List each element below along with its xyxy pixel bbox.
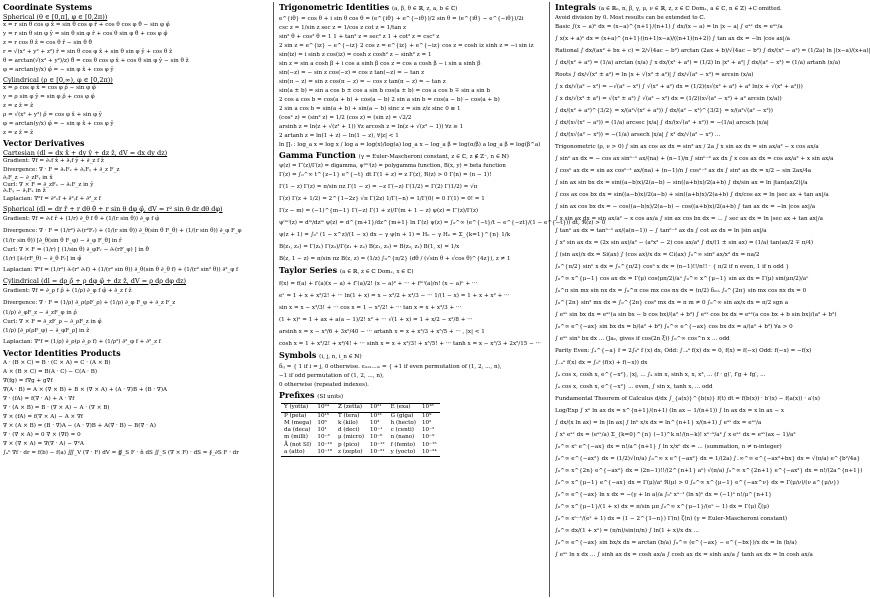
prefix-value: 10⁻¹⁸: [314, 449, 335, 457]
section-title-gamma: [279, 151, 544, 162]
formula-line: 2 artanh z = ln(1 + z) − ln(1 − z), ∀|z| < 1: [279, 133, 399, 139]
formula-line: ∂ₓFᵧ − ∂ᵧFₓ in ẑ: [3, 188, 46, 195]
prefix-value: 10¹⁵: [317, 412, 330, 419]
gamma-intro: ψ(z) = Γ′(z)/Γ(z) = digamma, ψ⁽ᵐ⁾(z) = polygamma function, B(x, y) = beta function: [279, 163, 506, 169]
formula-line: ∫ eᵃˣ ln x dx ... ∫ sinh ax dx = cosh ax/a ∫ cosh ax dx = sinh ax/a ∫ tanh ax dx = ln cosh ax/a: [555, 552, 813, 559]
spherical-derivative-formulas: [3, 213, 268, 276]
formula-line: ∫ cos ax cos bx dx = sin((a−b)x)/2(a−b) + sin((a+b)x)/2(a+b) ∫ dx/cos ax = ln |sec ax + tan ax|/a: [555, 192, 829, 199]
formula-line: ∫₀^∞ x^{μ−1} e^{−ax} dx = Γ(μ)/aᵘ ℜ(μ) > 0 ∫₀^∞ x^{μ−1} e^{−ax^ν} dx = Γ(μ/ν)/(ν a^{μ/ν}): [555, 480, 839, 487]
trig-formulas: [279, 15, 544, 150]
prefix-name: T (tera): [337, 412, 360, 419]
subsection-cylindrical-derivatives: Cylindrical (dl = dρ ρ̂ + ρ dφ φ̂ + dz ẑ, dV = ρ dρ dφ dz): [3, 276, 187, 285]
formula-line: δᵢⱼ = { 1 if i = j, 0 otherwise. εᵢ₁ᵢ₂...ᵢₙ = { +1 if even permutation of (1, 2, ..., n),: [279, 364, 502, 371]
prefix-row: [281, 442, 440, 449]
gamma-title-text: Gamma Function: [279, 150, 356, 160]
prefix-value: 10¹: [317, 427, 327, 434]
formula-line: r = √(x² + y² + z²) r̂ = sin θ cos φ x̂ + sin θ sin φ ŷ + cos θ ẑ: [3, 49, 173, 55]
formula-line: φ = arctan(y/x) φ̂ = − sin φ x̂ + cos φ ŷ: [3, 121, 114, 127]
prefix-name: d (deci): [337, 427, 360, 434]
formula-line: f(x) = f(a) + f′(a)(x − a) + f″(a)/2! (x − a)² + ··· + f⁽ⁿ⁾(a)/n! (x − a)ⁿ + ···: [279, 281, 478, 288]
formula-line: ∫ x² sin ax dx = (2x sin ax)/a² − (a²x² − 2) cos ax/a³ ∫ dx/(1 ± sin ax) = (1/a) tan(ax/2 ∓ π/4): [555, 240, 814, 247]
formula-line: A × (B × C) = B(A · C) − C(A · B): [3, 368, 98, 375]
column-divider: [273, 2, 274, 597]
formula-line: (1 + x)ᵃ = 1 + ax + a(a − 1)/2! x² + ··· √(1 + x) = 1 + x/2 − x²/8 + ···: [279, 317, 473, 324]
integral-formulas: [555, 21, 870, 561]
formula-line: z = r cos θ ẑ = cos θ r̂ − sin θ θ̂: [3, 40, 92, 46]
subsection-spherical: Spherical (θ ∈ [0,π], φ ∈ [0,2π)): [3, 13, 108, 21]
vector-identity-formulas: [3, 359, 268, 458]
formula-line: ∫ x sin ax dx = sin ax/a² − x cos ax/a ∫ sin ax cos bx dx = ... ∫ sec ax dx = ln |sec ax + tan ax|/a: [555, 216, 823, 223]
formula-line: sin(a ± b) = sin a cos b ± cos a sin b cos(a ± b) = cos a cos b ∓ sin a sin b: [279, 88, 490, 94]
formula-line: Γ(z) = ∫₀^∞ t^{z−1} e^{−t} dt Γ(1 + z) = z Γ(z), ℜ(z) > 0 Γ(n) = (n − 1)!: [279, 172, 492, 179]
formula-line: ∫₀^{π/2} sinⁿ x dx = ∫₀^{π/2} cosⁿ x dx = (n−1)!!/n!! · { π/2 if n even, 1 if n odd }: [555, 264, 790, 271]
formula-line: ∇ · (fA) = f(∇ · A) + A · ∇f: [3, 395, 75, 402]
prefix-value: 10⁻¹⁰: [317, 441, 332, 448]
section-title-vector-derivatives: Vector Derivatives: [3, 138, 85, 148]
prefix-value: 10⁻¹: [370, 427, 383, 434]
prefix-value: 10⁶: [317, 419, 327, 426]
formula-line: y = r sin θ sin φ ŷ = sin θ sin φ r̂ + cos θ sin φ θ̂ + cos φ φ̂: [3, 31, 168, 37]
formula-line: arsinh z = ln(z + √(z² + 1)) ∀z arcosh z = ln(z + √(z² − 1)) ∀z ≥ 1: [279, 124, 464, 130]
formula-line: B(z₁, z₂) = Γ(z₁) Γ(z₂)/Γ(z₁ + z₂) B(z₁, z₂) = B(z₂, z₁) B(1, x) = 1/x: [279, 244, 460, 251]
formula-line: θ = arctan(√(x² + y²)/z) θ̂ = cos θ cos φ x̂ + cos θ sin φ ŷ − sin θ ẑ: [3, 58, 189, 64]
subsection-cartesian: Cartesian (dl = dx x̂ + dy ŷ + dz ẑ, dV = dx dy dz): [3, 149, 168, 157]
formula-line: ∫ dx/(x√(a² − x²)) = −(1/a) arsech |x/a| ∫ x² dx/√(a² − x²) ...: [555, 132, 721, 139]
formula-line: ∫ eᵃˣ sin bx dx = eᵃˣ(a sin bx − b cos bx)/(a² + b²) ∫ eᵃˣ cos bx dx = eᵃˣ(a cos bx + b sin bx)/(a² + b²): [555, 312, 837, 319]
formula-line: sin² θ + cos² θ = 1 1 + tan² z = sec² z 1 + cot² z = csc² z: [279, 34, 440, 40]
formula-line: Curl: ∇ × F = ∂_zF_ρ − ∂_ρF_z in φ̂: [3, 318, 102, 325]
prefix-name: Å (not SI): [284, 441, 312, 448]
formula-line: ∫ x dx/√(a² − x²) = −√(a² − x²) ∫ √(x² + a²) dx = (1/2)(x√(x² + a²) + a² ln(x + √(x² + a²))): [555, 84, 803, 91]
formula-line: ∫₀^∞ x^{2n} e^{−ax²} dx = (2n−1)!!/(2^{n+1} aⁿ) √(π/a) ∫₀^∞ x^{2n+1} e^{−ax²} dx = n!/(2a^{n+1}): [555, 468, 863, 475]
prefix-note: (SI units): [317, 394, 344, 401]
prefix-name: m (milli): [284, 434, 308, 441]
formula-line: (1/(r sin θ)) [∂_θ(sin θ F_φ) − ∂_φ F_θ] in r̂: [3, 237, 122, 244]
taylor-formulas: [279, 278, 544, 350]
formula-line: cosh x = 1 + x²/2! + x⁴/4! + ··· sinh x = x + x³/3! + x⁵/5! + ··· tanh x = x − x³/3 + 2x⁵/15 − ···: [279, 341, 541, 348]
formula-line: Fundamental Theorem of Calculus d/dx ∫_{a(x)}^{b(x)} f(t) dt = f(b(x)) · b′(x) − f(a(x)) · a′(x): [555, 396, 820, 403]
formula-line: ∫₀^∞ e^{−ax} sin bx/x dx = arctan (b/a) ∫₀^∞ (e^{−ax} − e^{−bx})/x dx = ln (b/a): [555, 540, 797, 547]
formula-line: e^{iθ} = cos θ + i sin θ cos θ = (e^{iθ} + e^{−iθ})/2 sin θ = (e^{iθ} − e^{−iθ})/2i: [279, 16, 524, 22]
formula-line: ψ⁽ᵐ⁾(z) = dᵐ/dzᵐ ψ(z) = d^{m+1}/dz^{m+1} ln Γ(z) ψ(z) = ∫₀^∞ (e^{−t}/t − e^{−zt}/(1 − e^{−t})) dt, ℜ(z) > 0: [279, 220, 606, 227]
formula-line: Laplacian: ∇²f = ∂²ₓf + ∂²ᵧf + ∂²_z f: [3, 195, 101, 202]
taylor-note: (a ∈ ℝ, z ∈ ℂ Domₓ, x ∈ ℂ): [339, 269, 414, 276]
formula-line: ∫ₐ cos x, cosh x, e^{−x²}, |x|, ... ∫ₐ sin x, sinh x, x, x³, ... (f · g)′, f′g + fg′, ...: [555, 372, 766, 379]
formula-line: ∫ tanⁿ ax dx = tanⁿ⁻¹ ax/(a(n−1)) − ∫ tanⁿ⁻² ax dx ∫ cot ax dx = ln |sin ax|/a: [555, 228, 767, 235]
formula-line: ∫ x dx/√(x² ± a²) = √(x² ± a²) ∫ √(a² − x²) dx = (1/2)(x√(a² − x²) + a² arcsin (x/a)): [555, 96, 782, 103]
formula-line: Divergence: ∇ · F = ∂ₓFₓ + ∂ᵧFᵧ + ∂_z F_z: [3, 167, 120, 173]
prefix-name: n (nano): [390, 434, 415, 441]
prefix-name: Y (yotta): [281, 404, 314, 412]
formula-line: ∫ (sin ax)/x dx = Si(ax) ∫ (cos ax)/x dx = Ci(ax) ∫₀^∞ sin² ax/x² dx = πa/2: [555, 252, 760, 259]
section-title-integrals: [555, 3, 845, 14]
formula-line: Log/Exp ∫ xⁿ ln ax dx = x^{n+1}/(n+1) (ln ax − 1/(n+1)) ∫ ln ax dx = x ln ax − x: [555, 408, 785, 415]
taylor-title-text: Taylor Series: [279, 265, 338, 276]
formula-line: ∫ dx/(x ln ax) = ln |ln ax| ∫ lnⁿ x/x dx = ln^{n+1} x/(n+1) ∫ eᵃˣ dx = eᵃˣ/a: [555, 420, 762, 427]
formula-line: Rational ∫ dx/(ax² + bx + c) = 2/√(4ac − b²) arctan (2ax + b)/√(4ac − b²) ∫ dx/(x² − a²) = (1/2a) ln |(x−a)/(x+a)|: [555, 48, 870, 55]
formula-line: ∫ xⁿ eᵃˣ dx = (eᵃˣ/a) Σ_{k=0}^{n} (−1)^k n!/(n−k)! xⁿ⁻ᵏ/aᵏ ∫ x eᵃˣ dx = eᵃˣ(ax − 1)/a²: [555, 432, 796, 439]
prefix-name: Z (zetta): [335, 404, 367, 412]
gamma-formulas: [279, 169, 606, 265]
subsection-spherical-derivatives: Spherical (dl = dr r̂ + r dθ θ̂ + r sin θ dφ φ̂, dV = r² sin θ dr dθ dφ): [3, 204, 223, 213]
formula-line: ∇(A · B) = A × (∇ × B) + B × (∇ × A) + (A · ∇)B + (B · ∇)A: [3, 386, 168, 393]
prefix-value: 10⁻¹⁵: [422, 441, 437, 448]
cylindrical-formulas: [3, 84, 268, 138]
section-title-prefixes: [279, 391, 544, 402]
formula-line: z = z ẑ = ẑ: [3, 130, 34, 136]
prefix-name: z (zepto): [335, 449, 367, 457]
formula-line: ∂ᵧF_z − ∂_zFᵧ in x̂: [3, 175, 53, 181]
cylindrical-derivative-formulas: [3, 285, 268, 348]
formula-line: ∇ × (A × B) = (B · ∇)A − (A · ∇)B + A(∇ · B) − B(∇ · A): [3, 422, 156, 429]
formula-line: ∫₀^∞ e^{−ax} sin bx dx = b/(a² + b²) ∫₀^∞ e^{−ax} cos bx dx = a/(a² + b²) ∀a > 0: [555, 324, 793, 331]
prefix-value: 10¹²: [370, 412, 382, 419]
cartesian-formulas: [3, 157, 268, 204]
formula-line: Gradient: ∇f = ∂ᵣf r̂ + (1/r) ∂_θ f θ̂ + (1/(r sin θ)) ∂_φ f φ̂: [3, 215, 160, 222]
column-integrals: [552, 0, 870, 599]
formula-line: −1 if odd permutation of (1, 2, ..., n),: [279, 373, 384, 380]
prefix-title-text: Prefixes: [279, 390, 315, 401]
prefix-row: [281, 404, 440, 412]
prefix-value: 10²⁴: [314, 404, 335, 412]
prefix-value: 10⁻⁹: [422, 434, 435, 441]
formula-line: Γ(z − m) = (−1)^{m−1} Γ(−z) Γ(1 + z)/Γ(m + 1 − z) ψ(z) = Γ′(z)/Γ(z): [279, 208, 479, 215]
formula-line: sin x = x − x³/3! + ··· cos x = 1 − x²/2! + ··· tan x = x + x³/3 + ···: [279, 305, 462, 312]
prefix-value: 10⁹: [422, 412, 432, 419]
prefix-name: h (hecto): [390, 419, 416, 426]
formula-line: ∫₋ₐᵃ f(x) dx = ∫₀ᵃ (f(x) + f(−x)) dx: [555, 360, 648, 367]
spherical-formulas: [3, 21, 268, 75]
prefix-name: μ (micro): [337, 434, 365, 441]
formula-line: sin z = sin a cosh β + i cos a sinh β cos z = cos a cosh β − i sin a sinh β: [279, 61, 481, 67]
formula-line: Laplacian: ∇²f = (1/ρ) ∂_ρ(ρ ∂_ρ f) + (1/ρ²) ∂²_φ f + ∂²_z f: [3, 338, 161, 345]
formula-line: ∫ₐ cos x, cosh x, e^{−x²} ... even, ∫ sin x, tanh x, ... odd: [555, 384, 713, 391]
prefix-name: k (kilo): [337, 419, 358, 426]
formula-line: Trigonometric (ρ, ν > 0) ∫ sin ax cos ax dx = sin² ax / 2a ∫ x sin ax dx = sin ax/a² − x cos ax/a: [555, 144, 819, 151]
prefix-value: 10⁻²⁴: [419, 449, 440, 457]
formula-line: Roots ∫ dx/√(x² ± a²) = ln |x + √(x² ± a²)| ∫ dx/√(a² − x²) = arcsin (x/a): [555, 72, 754, 79]
formula-line: ∫ dx/(x√(x² − a²)) = (1/a) arcsec |x/a| ∫ dx/(x√(a² + x²)) = −(1/a) arcsch |x/a|: [555, 120, 769, 127]
formula-line: sin(iz) = i sinh z cos(iz) = cosh z cosh² z − sinh² z = 1: [279, 52, 432, 58]
formula-line: sin(π − z) = sin z cos(π − z) = − cos z tan(π − z) = − tan z: [279, 79, 446, 85]
formula-line: ∫₀^π sin mx sin nx dx = ∫₀^π cos mx cos nx dx = (π/2) δₘₙ ∫₀^{2π} sin mx cos nx dx = 0: [555, 288, 807, 295]
formula-line: x = r sin θ cos φ x̂ = sin θ cos φ r̂ + cos θ cos φ θ̂ − sin φ φ̂: [3, 22, 170, 28]
symbols-title-text: Symbols: [279, 350, 317, 361]
formula-line: x = ρ cos φ x̂ = cos φ ρ̂ − sin φ φ̂: [3, 85, 96, 91]
formula-line: A · (B × C) = B · (C × A) = C · (A × B): [3, 359, 111, 366]
formula-line: ∇ · (A × B) = B · (∇ × A) − A · (∇ × B): [3, 404, 110, 411]
formula-line: ∫ dx/(x² + a²)^{3/2} = x/(a²√(x² + a²)) ∫ dx/(a² − x²)^{3/2} = x/(a²√(a² − x²)): [555, 108, 773, 115]
prefix-value: 10¹⁸: [419, 404, 440, 412]
formula-line: (1/ρ) [∂_ρ(ρF_φ) − ∂_φF_ρ] in ẑ: [3, 327, 90, 334]
formula-line: ∫₀^{2π} sin² mx dx = ∫₀^{2π} cos² mx dx = π m ≠ 0 ∫₀^∞ sin ax/x dx = π/2 sgn a: [555, 300, 789, 307]
prefix-name: f (femto): [390, 441, 416, 448]
formula-line: Γ(z) Γ(z + 1/2) = 2^{1−2z} √π Γ(2z) 1/Γ(−n) = 1/Γ(0) = 0 Γ(1) = 0! = 1: [279, 196, 485, 203]
prefix-name: c (centi): [390, 427, 414, 434]
prefix-value: 10⁻²: [422, 427, 435, 434]
prefix-name: p (pico): [337, 441, 360, 448]
prefix-row: [281, 449, 440, 457]
prefix-value: 10²¹: [367, 404, 388, 412]
formula-line: ∫₀^∞ dx/(1 + xⁿ) = (π/n)/sin(π/n) ∫ ln(1 + x)/x dx ...: [555, 528, 699, 535]
prefix-row: [281, 412, 440, 420]
formula-line: ∇ × (fA) = f(∇ × A) − A × ∇f: [3, 413, 83, 420]
formula-line: Laplacian: ∇²f = (1/r²) ∂ᵣ(r² ∂ᵣf) + (1/(r² sin θ)) ∂_θ(sin θ ∂_θ f) + (1/(r² sin² θ)) ∂²_φ f: [3, 266, 239, 273]
section-title-vector-identities: Vector Identities Products: [3, 347, 121, 358]
formula-line: ψ(z + 1) = ∫₀¹ (1 − x^z)/(1 − x) dx − γ ψ(n + 1) = Hₙ − γ Hₙ = Σ_{k=1}^{n} 1/k: [279, 232, 511, 239]
formula-line: Gradient: ∇f = ∂ₓf x̂ + ∂ᵧf ŷ + ∂_z f ẑ: [3, 158, 104, 164]
section-title-symbols: [279, 351, 544, 362]
formula-line: ∇(fg) = f∇g + g∇f: [3, 377, 53, 384]
formula-line: eˣ = 1 + x + x²/2! + ··· ln(1 + x) = x − x²/2 + x³/3 − ··· 1/(1 − x) = 1 + x + x² + ···: [279, 293, 510, 300]
formula-line: ln ∏ᵢ : log_a x = log x / log a = log(x)/log(a) log_a x − log_a β = log(α/β) a log_a β = log(β^a): [279, 142, 541, 148]
formula-line: ∫ₐᵇ ∇f · dr = f(b) − f(a) ∭_V (∇ · F) dV = ∯_S F · n̂ dS ∬_S (∇ × F) · dS = ∮_∂S F · dr: [3, 449, 239, 456]
section-title-coordinate-systems: Coordinate Systems: [3, 2, 93, 12]
formula-line: Parity Even: ∫ₐ^{−a} f = 2∫₀ᵃ f (x) dx, Odd: ∫₋ₐᵃ f(x) dx = 0, f(x) = f(−x) Odd: f(−x) = −f(x): [555, 348, 812, 355]
prefix-name: E (exa): [388, 404, 419, 412]
prefix-value: 10⁻¹²: [370, 441, 385, 448]
prefix-value: 10³: [370, 419, 380, 426]
prefix-value: 10²: [422, 419, 432, 426]
formula-line: ∫ sin ax cos bx dx = − cos((a−b)x)/2(a−b) − cos((a+b)x)/2(a+b) ∫ tan ax dx = −ln |cos ax|/a: [555, 204, 816, 211]
formula-line: Divergence: ∇ · F = (1/ρ) ∂_ρ(ρF_ρ) + (1/ρ) ∂_φ F_φ + ∂_z F_z: [3, 299, 176, 306]
formula-line: ∫₀^∞ xⁿ e^{−ax} dx = n!/a^{n+1} ∫ ln x/xⁿ dx = ... (summation, n ≠ n-integer): [555, 444, 782, 451]
prefix-name: a (atto): [281, 449, 314, 457]
formula-line: ∫₀^∞ e^{−ax} ln x dx = −(γ + ln a)/a ∫₀¹ xᵘ⁻¹ (ln x)ⁿ dx = (−1)ⁿ n!/μ^{n+1}: [555, 492, 772, 499]
formula-line: csc z = 1/sin z sec z = 1/cos z cot z = 1/tan z: [279, 25, 406, 31]
formula-line: Curl: ∇ × F = (1/r) [ (1/sin θ) ∂_φFᵣ − ∂ᵣ(rF_φ) ] in θ̂: [3, 246, 149, 253]
formula-line: ∫₀^∞ xⁿ⁻¹/(eˣ + 1) dx = (1 − 2^{1−n}) Γ(n) ζ(n) (γ = Euler-Mascheroni constant): [555, 516, 787, 523]
prefix-value: 10⁻⁶: [370, 434, 383, 441]
formula-line: 2 sin z = e^{iz} − e^{−iz} 2 cos z = e^{iz} + e^{−iz} cos z = cosh iz sinh z = −i sin iz: [279, 43, 534, 49]
formula-line: 0 otherwise (repeated indexes).: [279, 382, 369, 389]
column-vectors: [0, 0, 271, 599]
formula-line: (1/r) [∂ᵣ(rF_θ) − ∂_θ Fᵣ] in φ̂: [3, 255, 82, 262]
formula-line: sin(−z) = − sin z cos(−z) = cos z tan(−z) = − tan z: [279, 70, 425, 76]
formula-line: ∫ eᵃˣ sinⁿ bx dx ... (Ja₂, gives if cos(2n ξ)) ∫₀^∞ cos^n x ... odd: [555, 336, 730, 343]
formula-line: ∫₀^∞ x^{μ−1}/(1 + x) dx = π/sin μπ ∫₀^∞ x^{μ−1}/(eˣ − 1) dx = Γ(μ) ζ(μ): [555, 504, 770, 511]
formula-line: ∫ dx/(x² + a²) = (1/a) arctan (x/a) ∫ x dx/(x² + a²) = (1/2) ln |x² + a²| ∫ dx/(a² − x²) = (1/a) artanh (x/a): [555, 60, 841, 67]
formula-line: Γ(1 − z) Γ(z) = π/sin πz Γ(1 − z) = −z Γ(−z) Γ(1/2) = Γ(2) Γ(1/2) = √π: [279, 184, 478, 191]
formula-line: arsinh x = x − x³/6 + 3x⁵/40 − ··· artanh x = x + x³/3 + x⁵/5 + ··· , |x| < 1: [279, 329, 485, 336]
prefix-name: da (deca): [284, 427, 311, 434]
integrals-intro: Avoid division by 0. Most results can be extended to ℂ.: [555, 15, 706, 21]
formula-line: Curl: ∇ × F = ∂_zFₓ − ∂ₓF_z in ŷ: [3, 181, 94, 188]
subsection-cylindrical: Cylindrical (ρ ∈ [0,∞), φ ∈ [0,2π)): [3, 76, 113, 84]
formula-line: Gradient: ∇f = ∂_ρ f ρ̂ + (1/ρ) ∂_φ f φ̂ + ∂_z f ẑ: [3, 287, 132, 294]
prefix-name: M (mega): [284, 419, 312, 426]
formula-line: ∫₀^∞ x^{μ−1} cos ax dx = Γ(μ) cos(μπ/2)/aᵘ ∫₀^∞ x^{μ−1} sin ax dx = Γ(μ) sin(μπ/2)/aᵘ: [555, 276, 809, 283]
column-divider: [549, 2, 550, 597]
formula-line: ∫ x(x + a)ⁿ dx = (x+a)^{n+1}((n+1)x−a)/((n+1)(n+2)) ∫ tan ax dx = −ln |cos ax|/a: [555, 36, 790, 43]
formula-line: ρ = √(x² + y²) ρ̂ = cos φ x̂ + sin φ ŷ: [3, 112, 102, 118]
formula-line: ∫₀^∞ e^{−ax²} dx = (1/2)√(π/a) ∫₀^∞ x e^{−ax²} dx = 1/(2a) ∫₋∞^∞ e^{−ax²+bx} dx = √(π/a) e^{b²/4a}: [555, 456, 861, 463]
formula-line: 2 cos a cos b = cos(a + b) + cos(a − b) 2 sin a sin b = cos(a − b) − cos(a + b): [279, 97, 500, 103]
section-title-taylor: [279, 266, 544, 277]
formula-line: ∫ sin ax sin bx dx = sin((a−b)x)/2(a−b) − sin((a+b)x)/2(a+b) ∫ dx/sin ax = ln |tan(ax/2)|/a: [555, 180, 808, 187]
gamma-note: (γ = Euler-Mascheroni constant, z ∈ ℂ, z ∉ ℤ⁻, n ∈ ℕ): [358, 154, 509, 160]
symbols-note: (i, j, n, i_n ∈ ℕ): [319, 354, 362, 361]
prefix-name: y (yocto): [388, 449, 419, 457]
formula-line: φ = arctan(y/x) φ̂ = − sin φ x̂ + cos φ ŷ: [3, 67, 114, 73]
prefix-table: [281, 403, 440, 457]
formula-line: z = z ẑ = ẑ: [3, 103, 34, 109]
section-title-trig: [279, 3, 544, 14]
formula-line: ∫ cosⁿ ax dx = sin ax cosⁿ⁻¹ ax/(na) + (n−1)/n ∫ cosⁿ⁻² ax dx ∫ sin² ax dx = x/2 − sin 2ax/4a: [555, 168, 812, 175]
prefix-name: G (giga): [390, 412, 414, 419]
formula-line: (1/ρ) ∂_φF_z − ∂_zF_φ in ρ̂: [3, 309, 77, 316]
formula-line: ∇ × (∇ × A) = ∇(∇ · A) − ∇²A: [3, 440, 84, 447]
prefix-row: [281, 434, 440, 441]
trig-note: (a, β, θ ∈ ℝ, z, a, b ∈ ℂ): [391, 6, 458, 12]
formula-line: (cos² z) = (sin² z) = 1/2 (cos z) = (sin z) = √2/2: [279, 115, 412, 121]
integrals-title-text: Integrals: [555, 2, 596, 12]
formula-line: ∫ sinⁿ ax dx = − cos ax sinⁿ⁻¹ ax/(na) + (n−1)/n ∫ sinⁿ⁻² ax dx ∫ x cos ax dx = cos ax/a² + x sin ax/a: [555, 156, 834, 163]
prefix-name: P (peta): [284, 412, 307, 419]
formula-line: B(z, 1 − z) = π/sin πz B(z, z) = (1/z) ∫₀^{π/2} (dθ / (√sin θ + √cos θ)^{4z}), z ≠ 1: [279, 256, 511, 263]
trig-title-text: Trigonometric Identities: [279, 2, 390, 12]
prefix-value: 10⁻³: [317, 434, 330, 441]
formula-line: 2 sin a cos b = sin(a + b) + sin(a − b) sinc z = sin z/z sinc 0 ≡ 1: [279, 106, 461, 112]
formula-line: ∇ · (∇ × A) = 0 ∇ × (∇f) = 0: [3, 431, 81, 438]
prefix-value: 10⁻²¹: [367, 449, 388, 457]
formula-line: y = ρ sin φ ŷ = sin φ ρ̂ + cos φ φ̂: [3, 94, 95, 100]
formula-line: Divergence: ∇ · F = (1/r²) ∂ᵣ(r²Fᵣ) + (1/(r sin θ)) ∂_θ(sin θ F_θ) + (1/(r sin θ)) ∂_φ F_φ: [3, 227, 242, 234]
formula-line: Basic ∫(x − a)ⁿ dx = (x−a)^{n+1}/(n+1) ∫ dx/(x − a) = ln |x − a| ∫ eᵃˣ dx = eᵃˣ/a: [555, 24, 783, 31]
integrals-note: (a ∈ ℝ₀, n, β, γ, μ, ν ∈ ℝ, z, z ∈ ℂ Domₓ, a ∈ ℂ, n ∈ ℤ) +C omitted.: [598, 6, 782, 12]
symbols-formulas: [279, 363, 544, 390]
